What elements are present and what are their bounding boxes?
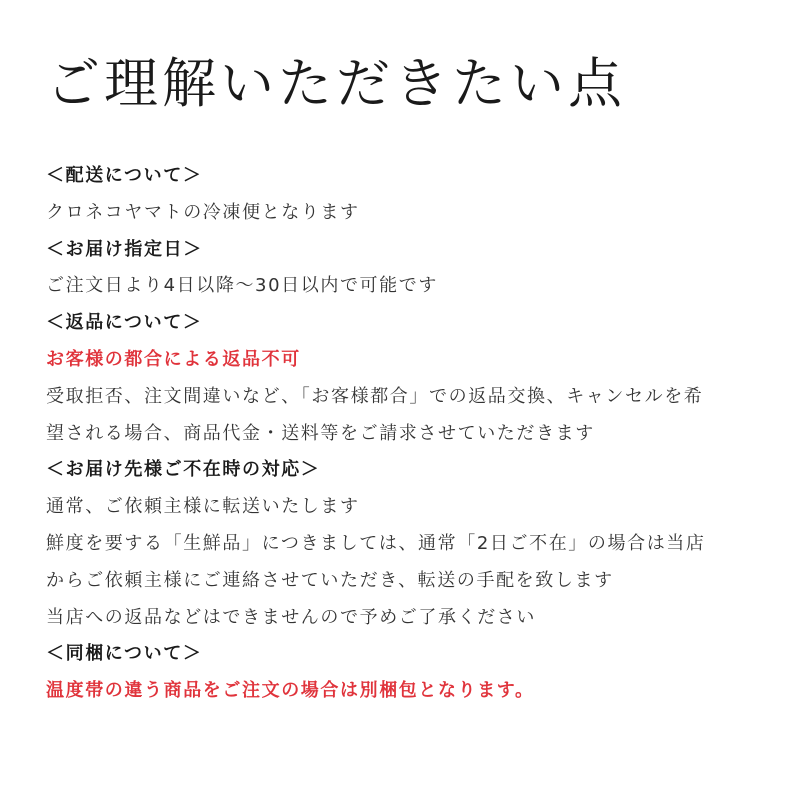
absence-text-3: からご依頼主様にご連絡させていただき、転送の手配を致します (46, 569, 614, 591)
returns-heading: ＜返品について＞ (46, 312, 203, 334)
delivery-heading: ＜配送について＞ (46, 165, 203, 186)
absence-text-4: 当店への返品などはできませんので予めご了承ください (46, 606, 536, 628)
notice-content (46, 158, 766, 710)
absence-text-2: 鮮度を要する「生鮮品」につきましては、通常「2日ご不在」の場合は当店 (46, 532, 706, 554)
delivery-date-text: ご注文日より4日以降〜30日以内で可能です (46, 275, 438, 297)
page-title: ご理解いただきたい点 (46, 52, 626, 115)
returns-warning: お客様の都合による返品不可 (46, 348, 301, 370)
delivery-text: クロネコヤマトの冷凍便となります (46, 201, 360, 223)
returns-text-2: 望される場合、商品代金・送料等をご請求させていただきます (46, 422, 595, 444)
bundling-heading: ＜同梱について＞ (46, 643, 203, 665)
returns-text-1: 受取拒否、注文間違いなど、「お客様都合」での返品交換、キャンセルを希 (46, 385, 704, 407)
absence-text-1: 通常、ご依頼主様に転送いたします (46, 496, 360, 518)
delivery-date-heading: ＜お届け指定日＞ (46, 238, 203, 260)
absence-heading: ＜お届け先様ご不在時の対応＞ (46, 459, 321, 481)
bundling-warning: 温度帯の違う商品をご注文の場合は別梱包となります。 (46, 680, 535, 702)
